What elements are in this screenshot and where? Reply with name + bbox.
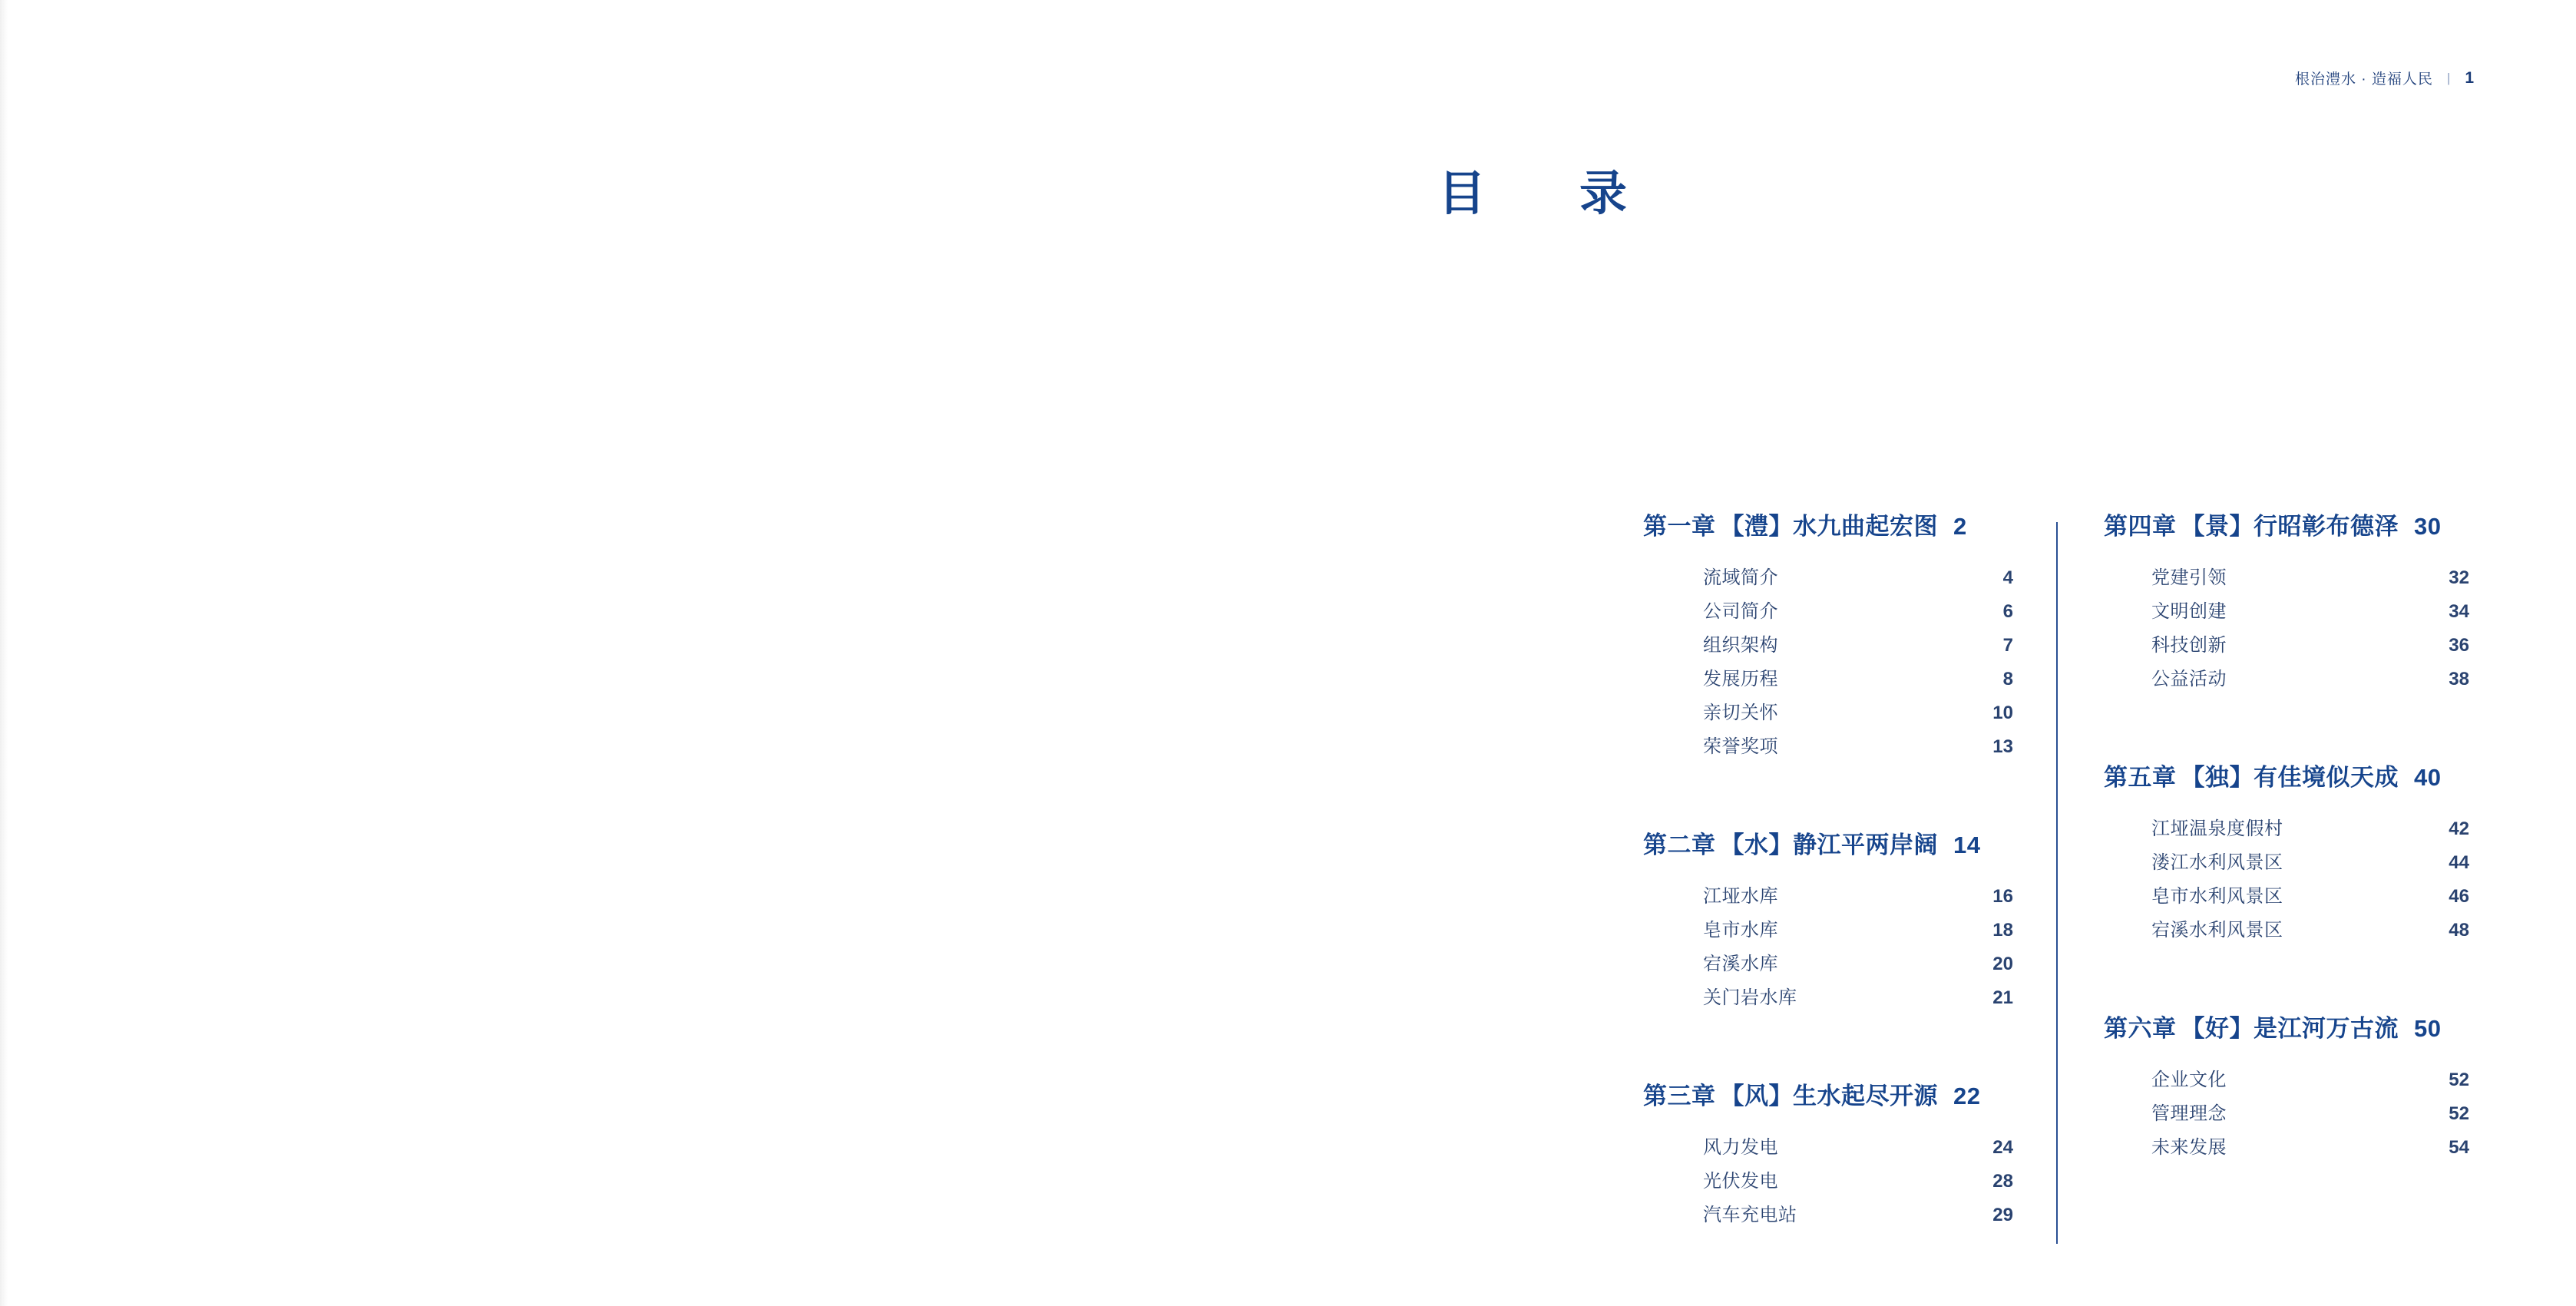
entry-page: 52 xyxy=(2449,1070,2469,1090)
chapter-page: 50 xyxy=(2414,1015,2442,1042)
toc-chapter[interactable] xyxy=(2104,758,2488,947)
entry-page: 54 xyxy=(2449,1137,2469,1158)
entry-page: 8 xyxy=(2002,669,2013,689)
entry-page: 48 xyxy=(2449,920,2469,941)
toc-entry-list xyxy=(1643,880,2027,1015)
toc-entry[interactable] xyxy=(1643,914,2027,947)
entry-label: 风力发电 xyxy=(1703,1137,1778,1158)
chapter-tag: 【澧】 xyxy=(1720,513,1793,540)
header-divider: | xyxy=(2446,70,2452,85)
entry-label: 溇江水利风景区 xyxy=(2151,852,2283,873)
toc-chapter[interactable] xyxy=(2104,1009,2488,1165)
toc-entry[interactable] xyxy=(2104,629,2488,663)
toc-chapter-heading[interactable] xyxy=(2104,758,2488,792)
toc-chapter[interactable] xyxy=(2104,507,2488,696)
entry-page: 29 xyxy=(1992,1205,2013,1225)
header-slogan: 根治澧水 · 造福人民 xyxy=(2295,71,2433,88)
entry-label: 汽车充电站 xyxy=(1703,1205,1797,1225)
chapter-tag: 【水】 xyxy=(1720,832,1793,858)
toc-entry[interactable] xyxy=(2104,595,2488,629)
toc-entry-list xyxy=(2104,812,2488,947)
toc-chapter[interactable] xyxy=(1643,1076,2027,1232)
entry-label: 管理理念 xyxy=(2151,1103,2227,1124)
entry-label: 文明创建 xyxy=(2151,601,2227,622)
entry-label: 发展历程 xyxy=(1703,669,1778,689)
entry-label: 科技创新 xyxy=(2151,635,2227,656)
toc-chapter[interactable] xyxy=(1643,825,2027,1015)
toc-entry[interactable] xyxy=(1643,1131,2027,1165)
entry-page: 44 xyxy=(2449,852,2469,873)
toc-entry[interactable] xyxy=(2104,663,2488,696)
entry-page: 36 xyxy=(2449,635,2469,656)
toc-chapter[interactable] xyxy=(1643,507,2027,764)
toc-column-left xyxy=(1643,507,2056,1240)
chapter-number: 第三章 xyxy=(1643,1083,1716,1109)
chapter-page: 2 xyxy=(1953,513,1967,540)
entry-label: 皂市水利风景区 xyxy=(2151,886,2283,907)
entry-page: 24 xyxy=(1992,1137,2013,1158)
entry-page: 38 xyxy=(2449,669,2469,689)
chapter-page: 40 xyxy=(2414,764,2442,791)
entry-label: 亲切关怀 xyxy=(1703,703,1778,723)
chapter-number: 第一章 xyxy=(1643,513,1716,540)
toc-entry[interactable] xyxy=(1643,595,2027,629)
page-title: 目 录 xyxy=(1438,167,1651,220)
toc-entry-list xyxy=(1643,1131,2027,1232)
entry-label: 流域简介 xyxy=(1703,567,1778,588)
chapter-tag: 【风】 xyxy=(1720,1083,1793,1109)
entry-label: 宕溪水利风景区 xyxy=(2151,920,2283,941)
chapter-name: 有佳境似天成 xyxy=(2254,764,2399,791)
toc-chapter-heading[interactable] xyxy=(1643,1076,2027,1111)
toc-entry[interactable] xyxy=(1643,880,2027,914)
entry-label: 皂市水库 xyxy=(1703,920,1778,941)
toc-entry[interactable] xyxy=(1643,730,2027,764)
entry-page: 4 xyxy=(2002,567,2013,588)
entry-label: 江垭水库 xyxy=(1703,886,1778,907)
chapter-tag: 【独】 xyxy=(2181,764,2254,791)
entry-label: 宕溪水库 xyxy=(1703,954,1778,974)
chapter-number: 第二章 xyxy=(1643,832,1716,858)
toc-entry[interactable] xyxy=(1643,696,2027,730)
chapter-tag: 【好】 xyxy=(2181,1015,2254,1042)
chapter-name: 是江河万古流 xyxy=(2254,1015,2399,1042)
entry-label: 公益活动 xyxy=(2151,669,2227,689)
chapter-page: 22 xyxy=(1953,1083,1981,1109)
chapter-number: 第四章 xyxy=(2104,513,2177,540)
chapter-name: 行昭彰布德泽 xyxy=(2254,513,2399,540)
entry-page: 42 xyxy=(2449,818,2469,839)
toc-entry-list xyxy=(1643,561,2027,764)
toc-chapter-heading[interactable] xyxy=(2104,507,2488,541)
entry-label: 党建引领 xyxy=(2151,567,2227,588)
toc-entry[interactable] xyxy=(1643,1199,2027,1232)
toc-entry[interactable] xyxy=(1643,629,2027,663)
entry-page: 21 xyxy=(1992,987,2013,1008)
toc-entry[interactable] xyxy=(2104,880,2488,914)
toc-entry[interactable] xyxy=(2104,1097,2488,1131)
toc-entry[interactable] xyxy=(1643,561,2027,595)
toc-entry[interactable] xyxy=(2104,914,2488,947)
chapter-page: 30 xyxy=(2414,513,2442,540)
entry-page: 7 xyxy=(2002,635,2013,656)
chapter-number: 第六章 xyxy=(2104,1015,2177,1042)
toc-entry[interactable] xyxy=(2104,561,2488,595)
chapter-number: 第五章 xyxy=(2104,764,2177,791)
entry-label: 荣誉奖项 xyxy=(1703,736,1778,757)
toc-chapter-heading[interactable] xyxy=(1643,825,2027,860)
entry-label: 关门岩水库 xyxy=(1703,987,1797,1008)
entry-page: 52 xyxy=(2449,1103,2469,1124)
entry-label: 公司简介 xyxy=(1703,601,1778,622)
chapter-name: 静江平两岸阔 xyxy=(1793,832,1938,858)
toc-entry[interactable] xyxy=(2104,1131,2488,1165)
toc-chapter-heading[interactable] xyxy=(2104,1009,2488,1043)
entry-page: 34 xyxy=(2449,601,2469,622)
entry-label: 江垭温泉度假村 xyxy=(2151,818,2283,839)
toc-entry[interactable] xyxy=(2104,846,2488,880)
table-of-contents xyxy=(1643,507,2518,1244)
entry-label: 企业文化 xyxy=(2151,1070,2227,1090)
entry-page: 28 xyxy=(1992,1171,2013,1192)
entry-page: 16 xyxy=(1992,886,2013,907)
entry-page: 46 xyxy=(2449,886,2469,907)
toc-entry[interactable] xyxy=(1643,981,2027,1015)
page-header xyxy=(2295,68,2475,88)
chapter-page: 14 xyxy=(1953,832,1981,858)
entry-label: 未来发展 xyxy=(2151,1137,2227,1158)
toc-entry[interactable] xyxy=(2104,1063,2488,1097)
toc-chapter-heading[interactable] xyxy=(1643,507,2027,541)
toc-entry[interactable] xyxy=(1643,663,2027,696)
entry-page: 10 xyxy=(1992,703,2013,723)
toc-entry[interactable] xyxy=(2104,812,2488,846)
toc-column-right xyxy=(2058,507,2488,1172)
toc-entry-list xyxy=(2104,561,2488,696)
entry-page: 32 xyxy=(2449,567,2469,588)
entry-page: 6 xyxy=(2002,601,2013,622)
entry-page: 13 xyxy=(1992,736,2013,757)
toc-entry-list xyxy=(2104,1063,2488,1165)
toc-entry[interactable] xyxy=(1643,947,2027,981)
chapter-name: 水九曲起宏图 xyxy=(1793,513,1938,540)
chapter-tag: 【景】 xyxy=(2181,513,2254,540)
entry-label: 光伏发电 xyxy=(1703,1171,1778,1192)
entry-label: 组织架构 xyxy=(1703,635,1778,656)
toc-entry[interactable] xyxy=(1643,1165,2027,1199)
entry-page: 18 xyxy=(1992,920,2013,941)
header-page-number: 1 xyxy=(2465,68,2475,87)
entry-page: 20 xyxy=(1992,954,2013,974)
chapter-name: 生水起尽开源 xyxy=(1793,1083,1938,1109)
